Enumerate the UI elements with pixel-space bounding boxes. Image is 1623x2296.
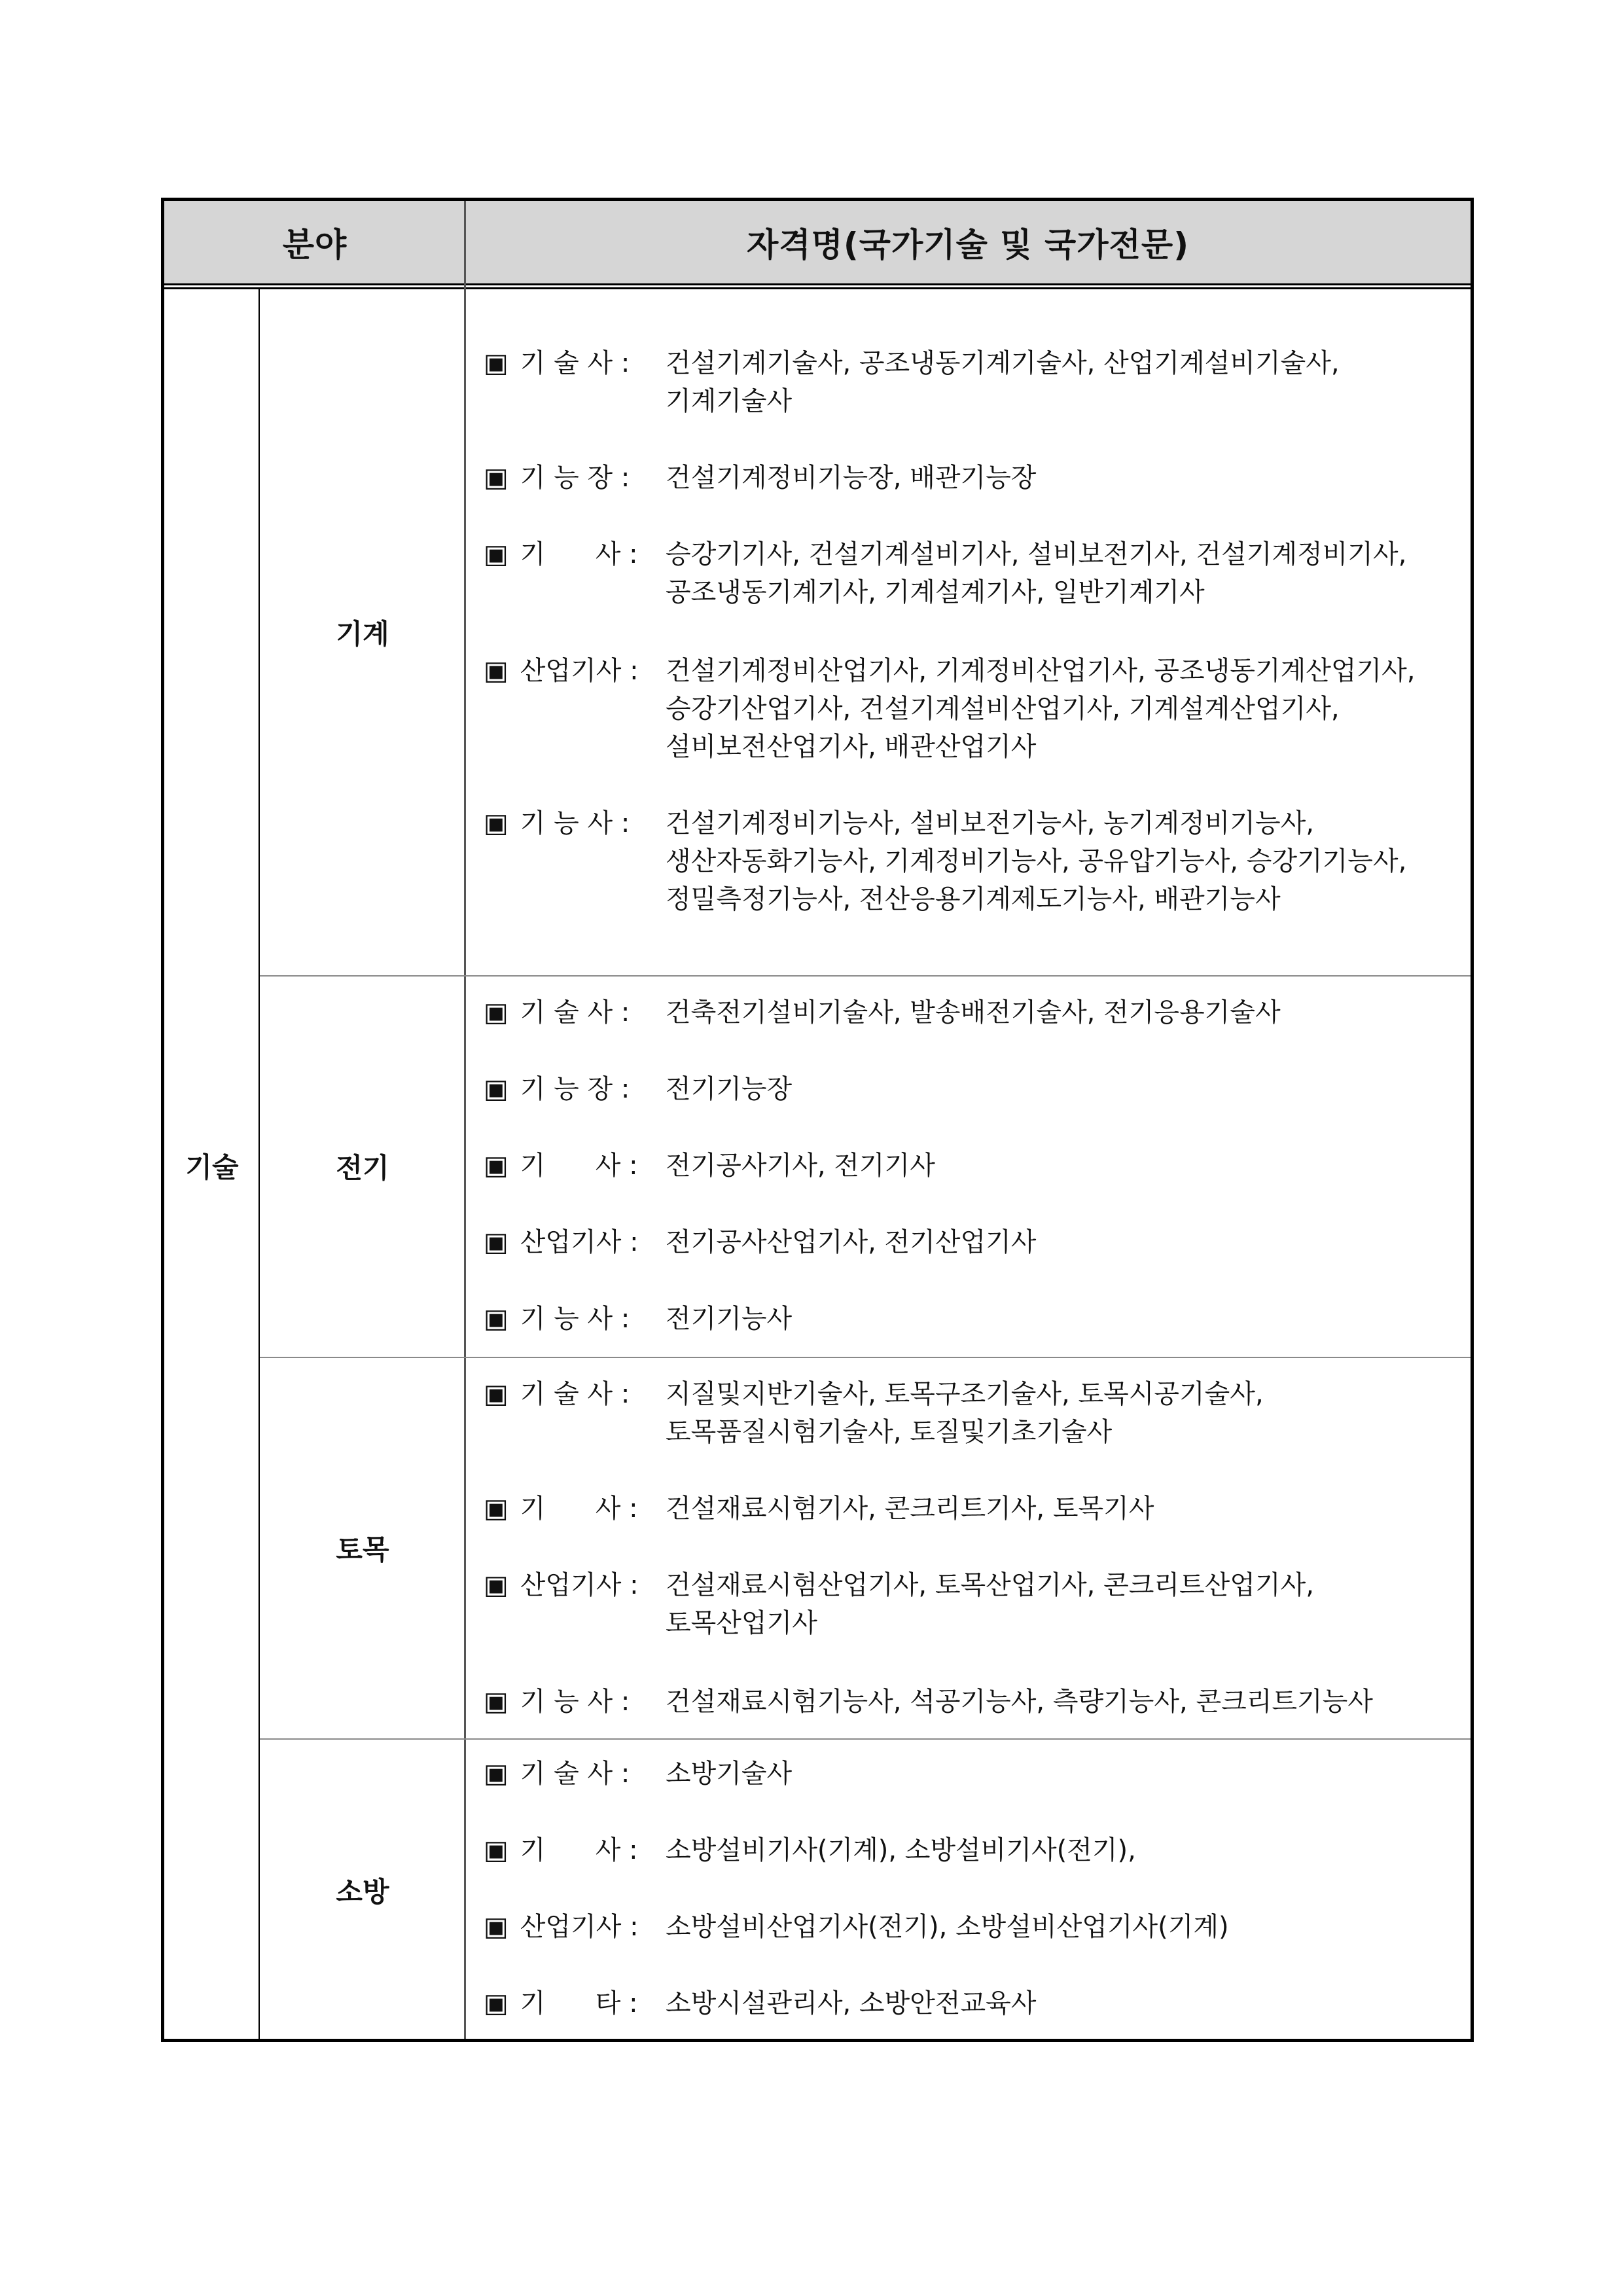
entry-value-line: 소방설비기사(기계), 소방설비기사(전기),	[666, 1835, 1136, 1865]
entry-value-line: 건설재료시험산업기사, 토목산업기사, 콘크리트산업기사,	[666, 1570, 1314, 1600]
entry-value-line: 기계기술사	[666, 386, 793, 416]
qualification-entry	[484, 1375, 1264, 1451]
qualification-entry	[484, 535, 1406, 611]
qualification-entry	[484, 459, 1036, 497]
entry-values	[666, 1223, 1036, 1261]
entry-value-line: 공조냉동기계기사, 기계설계기사, 일반기계기사	[666, 577, 1205, 607]
entry-values	[666, 1984, 1036, 2022]
entry-values	[666, 994, 1281, 1031]
entry-value-line: 건축전기설비기술사, 발송배전기술사, 전기응용기술사	[666, 997, 1281, 1028]
section-label: 기계	[336, 618, 389, 650]
grade-label: 기 사 :	[520, 539, 638, 569]
entry-value-line: 소방시설관리사, 소방안전교육사	[666, 1988, 1037, 2018]
entry-grade	[484, 1070, 630, 1108]
entry-value-line: 건설기계정비산업기사, 기계정비산업기사, 공조냉동기계산업기사,	[666, 656, 1416, 686]
qualification-entry	[484, 804, 1406, 918]
entry-grade	[484, 1375, 630, 1413]
entry-grade	[484, 1908, 639, 1946]
entry-value-line: 건설기계정비기능장, 배관기능장	[666, 463, 1037, 493]
entry-value-line: 생산자동화기능사, 기계정비기능사, 공유압기능사, 승강기기능사,	[666, 846, 1407, 876]
square-bullet-icon: ▣	[484, 1227, 508, 1257]
entry-values	[666, 1070, 792, 1108]
section-label: 소방	[336, 1876, 389, 1908]
qualification-entry	[484, 1908, 1229, 1946]
entry-values	[666, 459, 1036, 497]
entry-value-line: 전기기능장	[666, 1074, 793, 1104]
entry-values	[666, 1755, 792, 1793]
entry-value-line: 소방설비산업기사(전기), 소방설비산업기사(기계)	[666, 1912, 1229, 1942]
entry-values	[666, 1490, 1154, 1528]
entry-values	[666, 1300, 792, 1338]
entry-grade	[484, 1755, 630, 1793]
grade-label: 기 타 :	[520, 1988, 638, 2018]
square-bullet-icon: ▣	[484, 808, 508, 838]
qualification-entry	[484, 1683, 1373, 1721]
entry-values	[666, 804, 1406, 918]
entry-value-line: 설비보전산업기사, 배관산업기사	[666, 732, 1037, 762]
square-bullet-icon: ▣	[484, 1759, 508, 1789]
grade-label: 기 능 사 :	[520, 1687, 630, 1717]
square-bullet-icon: ▣	[484, 539, 508, 569]
entry-grade	[484, 1566, 639, 1604]
entry-value-line: 건설기계기술사, 공조냉동기계기술사, 산업기계설비기술사,	[666, 348, 1340, 378]
entry-value-line: 전기공사산업기사, 전기산업기사	[666, 1227, 1037, 1257]
entry-values	[666, 1831, 1136, 1869]
entry-values	[666, 535, 1406, 611]
entry-grade	[484, 1490, 638, 1528]
section-4	[260, 1738, 1471, 2042]
qualification-entry	[484, 344, 1340, 420]
entry-value-line: 전기기능사	[666, 1304, 793, 1334]
entry-value-line: 소방기술사	[666, 1759, 793, 1789]
section-label: 전기	[336, 1151, 389, 1184]
entry-value-line: 토목품질시험기술사, 토질및기초기술사	[666, 1417, 1113, 1447]
section-1	[260, 289, 1471, 977]
qualification-entry	[484, 1755, 792, 1793]
grade-label: 기 사 :	[520, 1494, 638, 1524]
entry-grade	[484, 1223, 639, 1261]
square-bullet-icon: ▣	[484, 1912, 508, 1942]
section-3	[260, 1357, 1471, 1740]
entry-grade	[484, 535, 638, 573]
entry-values	[666, 1566, 1314, 1642]
grade-label: 기 사 :	[520, 1835, 638, 1865]
entry-value-line: 토목산업기사	[666, 1608, 817, 1638]
entry-values	[666, 344, 1340, 420]
entry-value-line: 지질및지반기술사, 토목구조기술사, 토목시공기술사,	[666, 1379, 1264, 1409]
qualification-entry	[484, 1070, 792, 1108]
grade-label: 산업기사 :	[520, 656, 639, 686]
entry-values	[666, 1375, 1264, 1451]
entry-grade	[484, 804, 630, 842]
qualification-entry	[484, 1300, 792, 1338]
entry-grade	[484, 652, 639, 690]
grade-label: 산업기사 :	[520, 1570, 639, 1600]
qualification-entry	[484, 1831, 1136, 1869]
grade-label: 기 능 사 :	[520, 1304, 630, 1334]
square-bullet-icon: ▣	[484, 656, 508, 686]
entry-value-line: 건설재료시험기능사, 석공기능사, 측량기능사, 콘크리트기능사	[666, 1687, 1373, 1717]
entry-grade	[484, 1831, 638, 1869]
square-bullet-icon: ▣	[484, 1687, 508, 1717]
square-bullet-icon: ▣	[484, 1074, 508, 1104]
grade-label: 산업기사 :	[520, 1912, 639, 1942]
table-header	[164, 201, 1471, 283]
qualification-entry	[484, 1566, 1314, 1642]
entry-grade	[484, 1147, 638, 1185]
section-2	[260, 975, 1471, 1358]
section-label: 토목	[336, 1533, 389, 1566]
entry-values	[666, 652, 1416, 766]
qualification-entry	[484, 1984, 1036, 2022]
square-bullet-icon: ▣	[484, 1988, 508, 2018]
grade-label: 기 능 사 :	[520, 808, 630, 838]
square-bullet-icon: ▣	[484, 348, 508, 378]
grade-label: 기 술 사 :	[520, 348, 630, 378]
grade-label: 기 술 사 :	[520, 1379, 630, 1409]
header-field: 분야	[282, 226, 348, 264]
entry-value-line: 건설기계정비기능사, 설비보전기능사, 농기계정비기능사,	[666, 808, 1314, 838]
grade-label: 기 술 사 :	[520, 997, 630, 1028]
category-label: 기술	[185, 1151, 239, 1183]
entry-grade	[484, 459, 630, 497]
square-bullet-icon: ▣	[484, 1304, 508, 1334]
qualification-entry	[484, 1490, 1154, 1528]
square-bullet-icon: ▣	[484, 997, 508, 1028]
square-bullet-icon: ▣	[484, 1494, 508, 1524]
qualification-entry	[484, 994, 1281, 1031]
header-qualification: 자격명(국가기술 및 국가전문)	[746, 226, 1190, 264]
entry-value-line: 전기공사기사, 전기기사	[666, 1151, 935, 1181]
entry-value-line: 승강기기사, 건설기계설비기사, 설비보전기사, 건설기계정비기사,	[666, 539, 1407, 569]
qualification-entry	[484, 1147, 935, 1185]
entry-value-line: 승강기산업기사, 건설기계설비산업기사, 기계설계산업기사,	[666, 694, 1340, 724]
grade-label: 기 능 장 :	[520, 463, 630, 493]
grade-label: 기 사 :	[520, 1151, 638, 1181]
entry-values	[666, 1908, 1229, 1946]
entry-values	[666, 1683, 1373, 1721]
header-divider-top	[164, 283, 1471, 285]
grade-label: 기 능 장 :	[520, 1074, 630, 1104]
entry-value-line: 정밀측정기능사, 전산응용기계제도기능사, 배관기능사	[666, 884, 1281, 914]
square-bullet-icon: ▣	[484, 1570, 508, 1600]
grade-label: 기 술 사 :	[520, 1759, 630, 1789]
entry-value-line: 건설재료시험기사, 콘크리트기사, 토목기사	[666, 1494, 1154, 1524]
grade-label: 산업기사 :	[520, 1227, 639, 1257]
square-bullet-icon: ▣	[484, 1835, 508, 1865]
entry-grade	[484, 344, 630, 382]
qualification-entry	[484, 1223, 1036, 1261]
entry-grade	[484, 1984, 638, 2022]
qualification-table	[161, 198, 1474, 2042]
entry-values	[666, 1147, 935, 1185]
entry-grade	[484, 994, 630, 1031]
qualification-entry	[484, 652, 1416, 766]
entry-grade	[484, 1683, 630, 1721]
entry-grade	[484, 1300, 630, 1338]
square-bullet-icon: ▣	[484, 1151, 508, 1181]
square-bullet-icon: ▣	[484, 1379, 508, 1409]
square-bullet-icon: ▣	[484, 463, 508, 493]
